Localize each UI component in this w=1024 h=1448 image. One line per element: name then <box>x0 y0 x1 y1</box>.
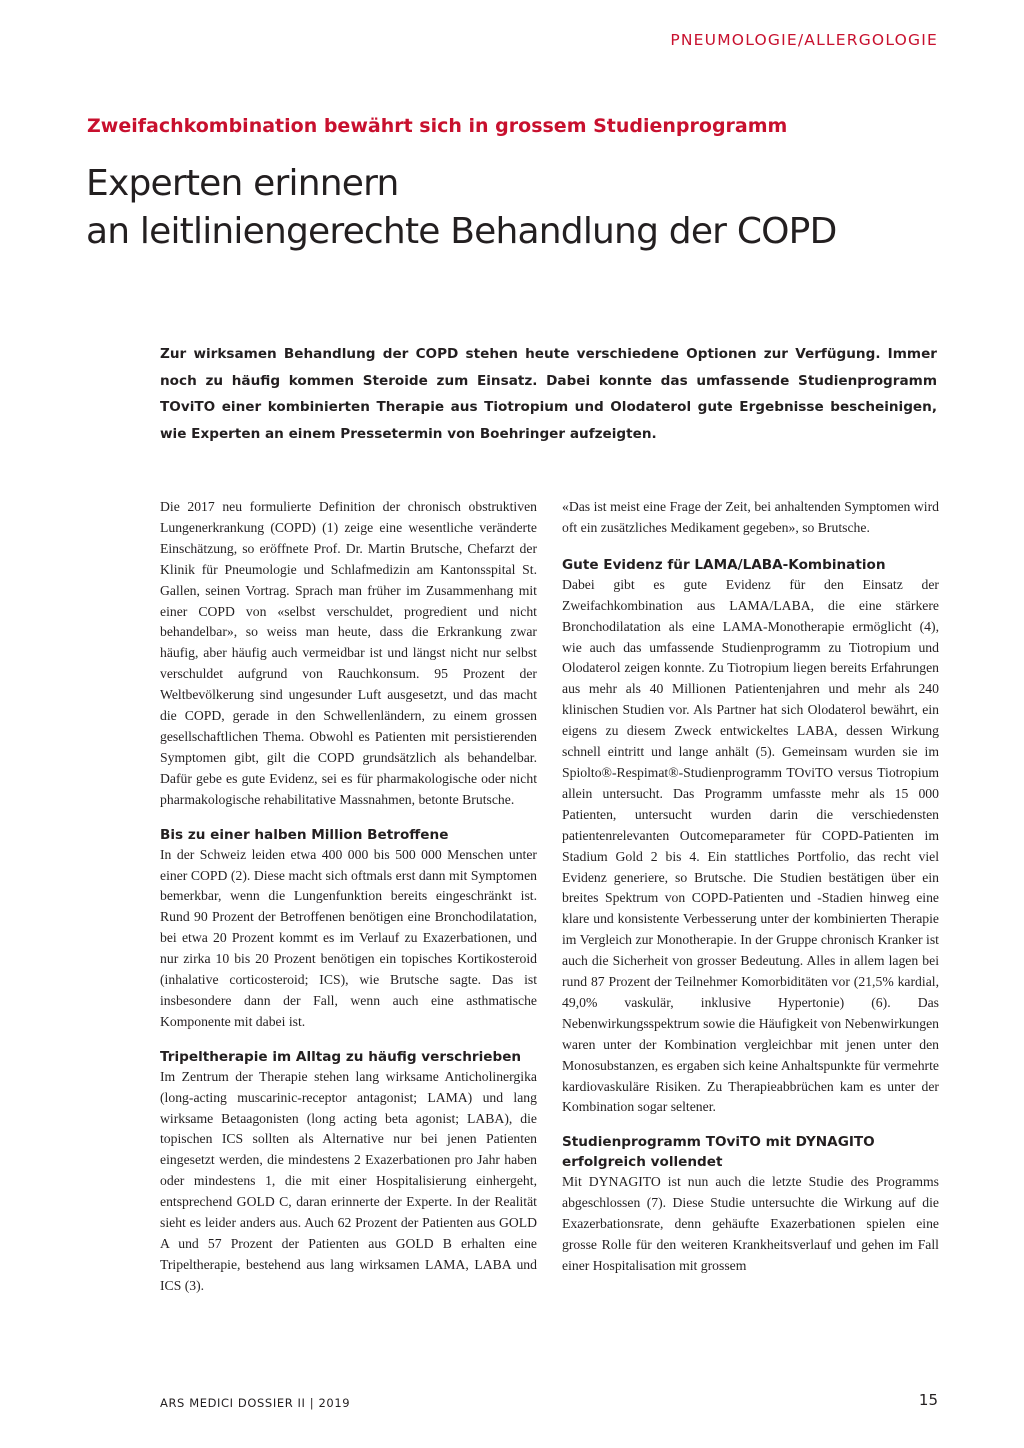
article-lead: Zur wirksamen Behandlung der COPD stehen heute verschiedene Optionen zur Verfügung. Immer noch zu häufig kommen Steroide zum Einsatz. Dabei konnte das umfassende Studienprogramm TOviTO einer kombinierten Therapie aus Tiotropium und Olodaterol gute Ergebnisse bescheinigen, wie Experten an einem Pressetermin von Boehringer aufzeigten. <box>160 346 937 442</box>
subheading: Studienprogramm TOviTO mit DYNAGITO erfolgreich vollendet <box>562 1134 875 1171</box>
subheading: Gute Evidenz für LAMA/LABA-Kombination <box>562 556 886 573</box>
article-title-line-2: an leitliniengerechte Behandlung der COPD <box>86 211 837 252</box>
body-paragraph: Im Zentrum der Therapie stehen lang wirksame Anticholinergika (long-acting muscarinic-receptor antagonist; LAMA) und lang wirksame Betaagonisten (long acting beta agonist; LABA), die topischen ICS sollten als Alternative nur bei jenen Patienten eingesetzt werden, die mindestens 2 Exazerbationen pro Jahr haben oder mindestens 1, die mit einer Hospitalisierung einhergeht, entsprechend GOLD C, daran erinnerte der Experte. In der Realität sieht es leider anders aus. Auch 62 Prozent der Patienten aus GOLD A und 57 Prozent der Patienten aus GOLD B erhalten eine Tripeltherapie, bestehend aus lang wirksamen LAMA, LABA und ICS (3). <box>160 1068 537 1293</box>
subheading: Bis zu einer halben Million Betroffene <box>160 826 449 843</box>
article-kicker: Zweifachkombination bewährt sich in grossem Studienprogramm <box>87 115 788 137</box>
subheading: Tripeltherapie im Alltag zu häufig verschrieben <box>160 1048 522 1065</box>
right-column <box>562 497 939 1277</box>
body-paragraph: Die 2017 neu formulierte Definition der chronisch obstruktiven Lungenerkrankung (COPD) (1) zeige eine wesentliche veränderte Einschätzung, so eröffnete Prof. Dr. Martin Brutsche, Chefarzt der Klinik für Pneumologie und Schlafmedizin am Kantonsspital St. Gallen, seinen Vortrag. Sprach man früher im Zusammenhang mit einer COPD von «selbst verschuldet, progredient und nicht behandelbar», so weiss man heute, dass die Erkrankung zwar häufig, aber häufig auch vermeidbar ist und längst nicht nur selbst verschuldet aufgrund von Rauchkonsum. 95 Prozent der Weltbevölkerung sind ungesunder Luft ausgesetzt, und das macht die COPD, gerade in den Schwellenländern, zu einem grossen gesellschaftlichen Thema. Obwohl es Patienten mit persistierenden Symptomen gibt, gilt die COPD grundsätzlich als behandelbar. Dafür gebe es gute Evidenz, sei es für pharmakologische oder nicht pharmakologische rehabilitative Massnahmen, betonte Brutsche. <box>160 499 537 807</box>
body-paragraph: In der Schweiz leiden etwa 400 000 bis 500 000 Menschen unter einer COPD (2). Diese macht sich oftmals erst dann mit Symptomen bemerkbar, wenn die Lungenfunktion bereits eingeschränkt ist. Rund 90 Prozent der Betroffenen benötigen eine Bronchodilatation, bei etwa 20 Prozent kommt es im Verlauf zu Exazerbationen, und nur zirka 10 bis 20 Prozent benötigen ein topisches Kortikosteroid (inhalative corticosteroid; ICS), wie Brutsche sagte. Das ist insbesondere dann der Fall, wenn auch eine asthmatische Komponente mit dabei ist. <box>160 846 537 1029</box>
article-title <box>86 160 837 256</box>
section-label: PNEUMOLOGIE/ALLERGOLOGIE <box>670 31 938 49</box>
body-paragraph: Mit DYNAGITO ist nun auch die letzte Studie des Programms abgeschlossen (7). Diese Studie untersuchte die Wirkung auf die Exazerbationsrate, denn gehäufte Exazerbationen spielen eine grosse Rolle für den weiteren Krankheitsverlauf und gehen im Fall einer Hospitalisation mit grossem <box>562 1174 939 1273</box>
publication-footer: ARS MEDICI DOSSIER II | 2019 <box>160 1396 351 1410</box>
body-paragraph: Dabei gibt es gute Evidenz für den Einsatz der Zweifachkombination aus LAMA/LABA, die eine stärkere Bronchodilatation als eine LAMA-Monotherapie ermöglicht (4), wie auch das umfassende Studienprogramm zu Tiotropium und Olodaterol zeigen konnte. Zu Tiotropium liegen bereits Erfahrungen aus mehr als 40 Millionen Patientenjahren und mehr als 240 klinischen Studien vor. Als Partner hat sich Olodaterol bewährt, ein eigens zu diesem Zweck entwickeltes LABA, dessen Wirkung schnell eintritt und lange anhält (5). Gemeinsam wurden sie im Spiolto®-Respimat®-Studienprogramm TOviTO versus Tiotropium allein untersucht. Das Programm umfasste mehr als 15 000 Patienten, untersucht wurden darin die verschiedensten patientenrelevanten Outcomeparameter für COPD-Patienten im Stadium Gold 2 bis 4. Ein stattliches Portfolio, das recht viel Evidenz generiere, so Brutsche. Die Studien bestätigen über ein breites Spektrum von COPD-Patienten und -Stadien hinweg eine klare und konsistente Verbesserung unter der kombinierten Therapie im Vergleich zur Monotherapie. In der Gruppe chronisch Kranker ist auch die Sicherheit von grosser Bedeutung. Alles in allem lagen bei rund 87 Prozent der Teilnehmer Komorbiditäten vor (21,5% kardial, 49,0% vaskulär, inklusive Hypertonie) (6). Das Nebenwirkungsspektrum sowie die Häufigkeit von Nebenwirkungen waren unter der Kombination vergleichbar mit jenen unter den Monosubstanzen, es ergaben sich keine Anhaltspunkte für vermehrte kardiovaskuläre Risiken. Zu Therapieabbrüchen kam es unter der Kombination sogar seltener. <box>562 576 939 1115</box>
page-number: 15 <box>918 1391 938 1409</box>
left-column <box>160 497 537 1297</box>
article-title-line-1: Experten erinnern <box>86 163 399 204</box>
body-paragraph: «Das ist meist eine Frage der Zeit, bei anhaltenden Symptomen wird oft ein zusätzliches Medikament gegeben», so Brutsche. <box>562 499 939 535</box>
